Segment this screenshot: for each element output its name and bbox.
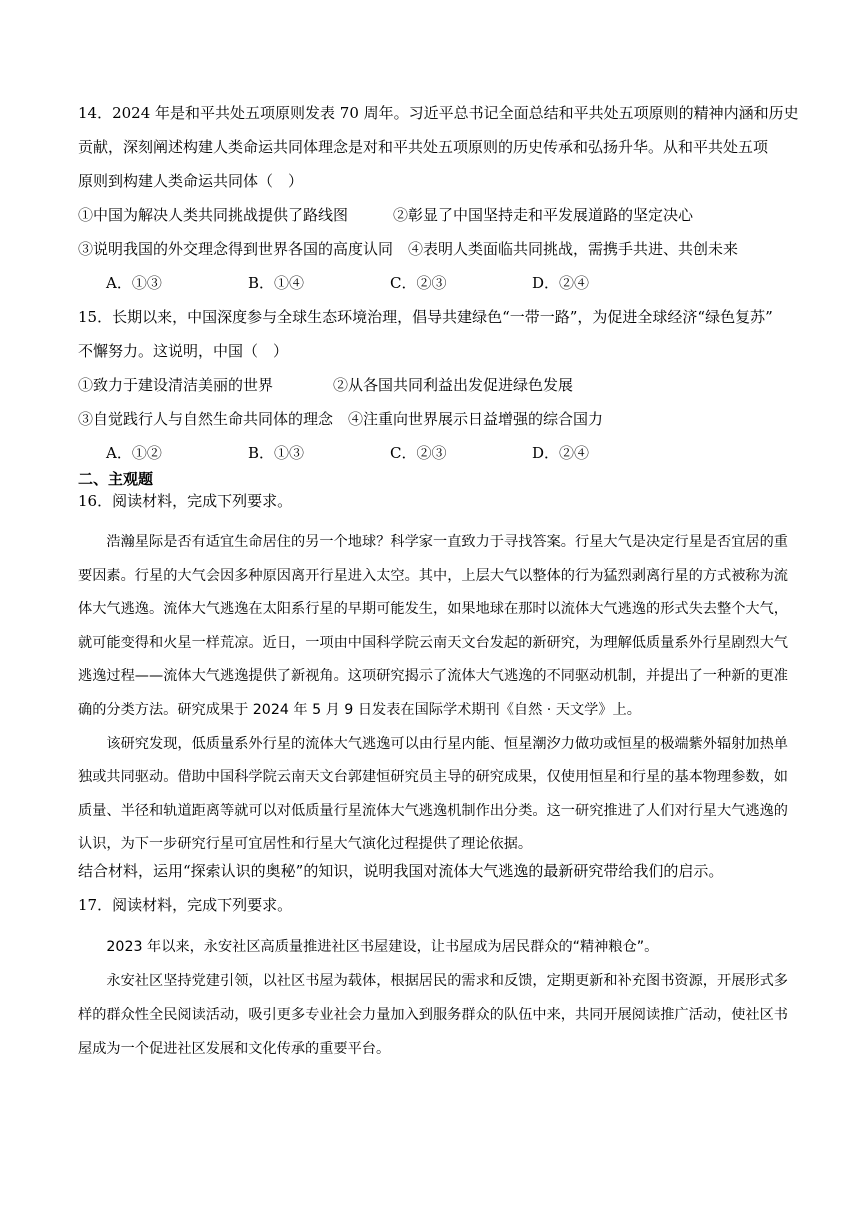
q15-stem-line-1: 15．长期以来，中国深度参与全球生态环境治理，倡导共建绿色“一带一路”，为促进全球经济“绿色复苏” bbox=[78, 308, 773, 326]
q15-statements-line-1: ①致力于建设清洁美丽的世界 ②从各国共同利益出发促进绿色发展 bbox=[78, 376, 574, 394]
q15-option-c[interactable]: C．②③ bbox=[390, 444, 447, 462]
q15-option-d[interactable]: D．②④ bbox=[532, 444, 590, 462]
exam-page bbox=[78, 104, 799, 1066]
q15-stem-line-2: 不懈努力。这说明，中国（ ） bbox=[78, 342, 289, 360]
question-17 bbox=[78, 896, 788, 1066]
q16-material-paragraph-2: 该研究发现，低质量系外行星的流体大气逃逸可以由行星内能、恒星潮汐力做功或恒星的极端紫外辐射加热单独或共同驱动。借助中国科学院云南天文台郭建恒研究员主导的研究成果，仅使用恒星和行星的基本物理参数，如质量、半径和轨道距离等就可以对低质量行星流体大气逃逸机制作出分类。这一研究推进了人们对行星大气逃逸的认识，为下一步研究行星可宜居性和行星大气演化过程提供了理论依据。 bbox=[78, 735, 788, 853]
q14-statements-line-1: ①中国为解决人类共同挑战提供了路线图 ②彰显了中国坚持走和平发展道路的坚定决心 bbox=[78, 206, 694, 224]
q17-stem: 17．阅读材料，完成下列要求。 bbox=[78, 895, 293, 914]
question-15 bbox=[78, 308, 788, 478]
q16-task: 结合材料，运用“探索认识的奥秘”的知识，说明我国对流体大气逃逸的最新研究带给我们的启示。 bbox=[78, 861, 724, 880]
question-16 bbox=[78, 492, 788, 896]
q15-statements-line-2: ③自觉践行人与自然生命共同体的理念 ④注重向世界展示日益增强的综合国力 bbox=[78, 410, 604, 428]
q14-option-b[interactable]: B．①④ bbox=[248, 274, 305, 292]
q15-option-a[interactable]: A．①② bbox=[106, 444, 162, 462]
q15-option-b[interactable]: B．①③ bbox=[248, 444, 305, 462]
q14-option-a[interactable]: A．①③ bbox=[106, 274, 162, 292]
q14-options bbox=[78, 274, 788, 308]
q14-option-d[interactable]: D．②④ bbox=[532, 274, 590, 292]
q16-material-paragraph-1: 浩瀚星际是否有适宜生命居住的另一个地球？科学家一直致力于寻找答案。行星大气是决定行星是否宜居的重要因素。行星的大气会因多种原因离开行星进入太空。其中，上层大气以整体的行为猛烈剥离行星的方式被称为流体大气逃逸。流体大气逃逸在太阳系行星的早期可能发生，如果地球在那时以流体大气逃逸的形式失去整个大气，就可能变得和火星一样荒凉。近日，一项由中国科学院云南天文台发起的新研究，为理解低质量系外行星剧烈大气逃逸过程——流体大气逃逸提供了新视角。这项研究揭示了流体大气逃逸的不同驱动机制，并提出了一种新的更准确的分类方法。研究成果于 2024 年 5 月 9 日发表在国际学术期刊《自然 · 天文学》上。 bbox=[78, 534, 788, 718]
section-title: 二、主观题 bbox=[78, 470, 154, 488]
q14-option-c[interactable]: C．②③ bbox=[390, 274, 447, 292]
q14-stem-line-2: 贡献，深刻阐述构建人类命运共同体理念是对和平共处五项原则的历史传承和弘扬升华。从和平共处五项 bbox=[78, 138, 769, 156]
q16-stem: 16．阅读材料，完成下列要求。 bbox=[78, 492, 293, 510]
q17-material-paragraph-2: 永安社区坚持党建引领，以社区书屋为载体，根据居民的需求和反馈，定期更新和补充图书资源，开展形式多样的群众性全民阅读活动，吸引更多专业社会力量加入到服务群众的队伍中来，共同开展阅读推广活动，使社区书屋成为一个促进社区发展和文化传承的重要平台。 bbox=[78, 972, 788, 1057]
question-14 bbox=[78, 104, 799, 308]
q17-material-paragraph-1: 2023 年以来，永安社区高质量推进社区书屋建设，让书屋成为居民群众的“精神粮仓”。 bbox=[106, 938, 659, 955]
q14-stem-line-3: 原则到构建人类命运共同体（ ） bbox=[78, 172, 304, 190]
q14-stem-line-1: 14．2024 年是和平共处五项原则发表 70 周年。习近平总书记全面总结和平共处五项原则的精神内涵和历史 bbox=[78, 104, 799, 122]
q14-statements-line-2: ③说明我国的外交理念得到世界各国的高度认同 ④表明人类面临共同挑战，需携手共进、共创未来 bbox=[78, 240, 739, 258]
